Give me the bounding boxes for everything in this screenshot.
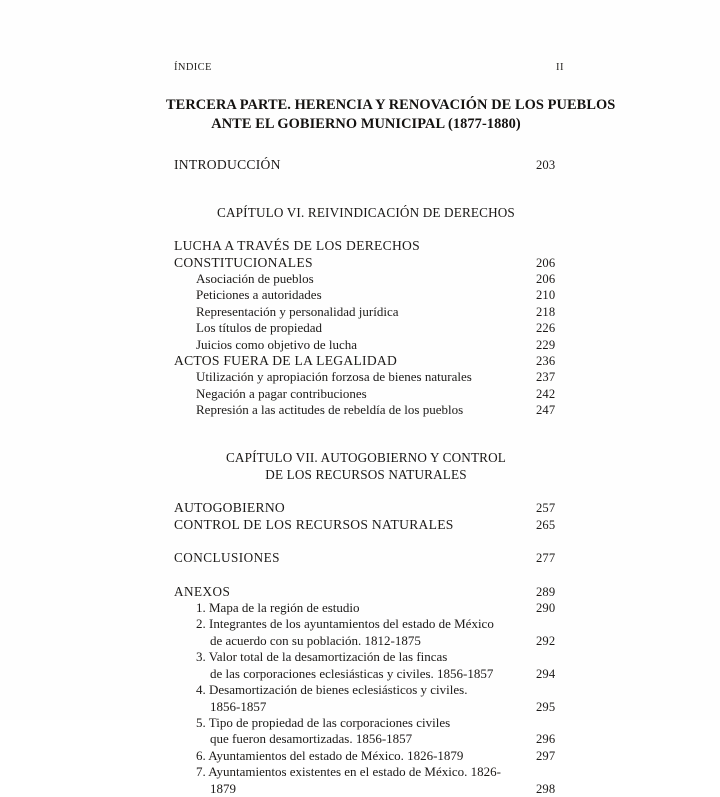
toc-entry-line-1: 5. Tipo de propiedad de las corporaciones civiles xyxy=(196,714,451,730)
toc-entry-label: ACTOS FUERA DE LA LEGALIDAD xyxy=(174,352,398,368)
toc-entry-page: 206 xyxy=(536,255,556,270)
toc-entry-page: 265 xyxy=(536,517,556,532)
toc-entry-asociacion-pueblos xyxy=(166,271,566,287)
chapter-6-title xyxy=(166,204,566,221)
toc-entry-label: Represión a las actitudes de rebeldía de los pueblos xyxy=(196,402,464,418)
toc-entry-label xyxy=(196,649,510,682)
toc-entry-page: 237 xyxy=(536,370,556,385)
toc-entry-page: 294 xyxy=(536,666,556,681)
toc-entry-label: CONCLUSIONES xyxy=(174,550,280,566)
toc-entry-actos-fuera-legalidad xyxy=(166,353,566,369)
toc-entry-label: Juicios como objetivo de lucha xyxy=(196,336,358,352)
toc-entry-page: 236 xyxy=(536,353,556,368)
chapter-7-title-line-2: DE LOS RECURSOS NATURALES xyxy=(265,467,467,483)
toc-entry-line-2: de las corporaciones eclesiásticas y civiles. 1856-1857 xyxy=(210,665,494,681)
toc-entry-page: 247 xyxy=(536,403,556,418)
toc-entry-label xyxy=(196,600,510,616)
toc-entry-line-2: que fueron desamortizadas. 1856-1857 xyxy=(210,731,413,747)
toc-entry-label: Los títulos de propiedad xyxy=(196,320,323,336)
toc-entry-label: Peticiones a autoridades xyxy=(196,287,322,303)
spacer xyxy=(166,419,566,449)
toc-entry-peticiones-autoridades xyxy=(166,287,566,303)
running-head xyxy=(166,62,566,73)
toc-entry-introduccion xyxy=(166,157,566,173)
page-folio: II xyxy=(555,62,564,73)
toc-entry-line-2: de acuerdo con su población. 1812-1875 xyxy=(210,632,421,648)
toc-entry-label: CONTROL DE LOS RECURSOS NATURALES xyxy=(174,516,454,532)
toc-entry-label: Asociación de pueblos xyxy=(196,270,314,286)
toc-entry-page: 242 xyxy=(536,386,556,401)
toc-entry-label: AUTOGOBIERNO xyxy=(174,500,286,516)
toc-entry-page: 229 xyxy=(536,337,556,352)
toc-entry-anexo-7 xyxy=(166,764,566,797)
toc-entry-label: INTRODUCCIÓN xyxy=(174,157,281,173)
toc-entry-page: 290 xyxy=(536,601,556,616)
toc-entry-label: Utilización y apropiación forzosa de bienes naturales xyxy=(196,369,472,385)
toc-entry-page: 218 xyxy=(536,304,556,319)
part-title-line-1: TERCERA PARTE. HERENCIA Y RENOVACIÓN DE LOS PUEBLOS xyxy=(166,97,616,113)
toc-entry-utilizacion-apropiacion xyxy=(166,369,566,385)
toc-entry-line-1: 2. Integrantes de los ayuntamientos del estado de México xyxy=(196,616,494,632)
toc-entry-line-1: 1. Mapa de la región de estudio xyxy=(196,600,360,616)
toc-entry-label: Negación a pagar contribuciones xyxy=(196,385,367,401)
toc-entry-line-2: 1856-1857 xyxy=(210,698,267,714)
toc-entry-label xyxy=(196,748,510,764)
toc-entry-anexos xyxy=(166,584,566,600)
toc-entry-page: 210 xyxy=(536,288,556,303)
toc-entry-page: 297 xyxy=(536,748,556,763)
toc-entry-representacion-personalidad xyxy=(166,304,566,320)
running-head-title: ÍNDICE xyxy=(174,62,212,73)
toc-entry-line-1: 7. Ayuntamientos existentes en el estado de México. 1826-1879 xyxy=(196,764,501,796)
toc-entry-label xyxy=(196,616,510,649)
spacer xyxy=(166,221,566,238)
toc-entry-label xyxy=(196,764,510,797)
toc-entry-anexo-1 xyxy=(166,600,566,616)
toc-entry-represion-rebeldia xyxy=(166,402,566,418)
toc-entry-titulos-propiedad xyxy=(166,320,566,336)
toc-entry-page: 296 xyxy=(536,732,556,747)
toc-entry-negacion-contribuciones xyxy=(166,386,566,402)
toc-entry-lucha-derechos xyxy=(166,238,566,271)
toc-entry-page: 289 xyxy=(536,584,556,599)
toc-entry-anexo-6 xyxy=(166,748,566,764)
spacer xyxy=(166,174,566,204)
toc-entry-anexo-3 xyxy=(166,649,566,682)
spacer xyxy=(166,483,566,500)
toc-entry-conclusiones xyxy=(166,550,566,566)
toc-entry-anexo-2 xyxy=(166,616,566,649)
toc-entry-page: 298 xyxy=(536,781,556,796)
chapter-7-title xyxy=(166,449,566,484)
part-title xyxy=(166,96,616,134)
toc-entry-page: 206 xyxy=(536,271,556,286)
toc-entry-label xyxy=(196,682,510,715)
toc-entry-page: 295 xyxy=(536,699,556,714)
text-block xyxy=(166,62,616,797)
spacer xyxy=(166,567,566,584)
toc-entry-page: 226 xyxy=(536,321,556,336)
toc-entry-control-recursos xyxy=(166,517,566,533)
toc-entry-page: 203 xyxy=(536,158,556,173)
toc-entry-label: ANEXOS xyxy=(174,583,231,599)
toc-entry-label: LUCHA A TRAVÉS DE LOS DERECHOS CONSTITUCIONALES xyxy=(174,238,420,270)
toc-entry-line-1: 6. Ayuntamientos del estado de México. 1826-1879 xyxy=(196,747,464,763)
spacer xyxy=(166,533,566,550)
toc-entry-label: Representación y personalidad jurídica xyxy=(196,303,399,319)
toc-entry-page: 292 xyxy=(536,633,556,648)
chapter-7-title-line-1: CAPÍTULO VII. AUTOGOBIERNO Y CONTROL xyxy=(225,449,507,465)
chapter-6-title-line-1: CAPÍTULO VI. REIVINDICACIÓN DE DERECHOS xyxy=(217,204,515,220)
toc-entry-line-1: 4. Desamortización de bienes eclesiásticos y civiles. xyxy=(196,682,468,698)
toc-entry-juicios-lucha xyxy=(166,337,566,353)
toc-entry-page: 257 xyxy=(536,501,556,516)
toc-entry-autogobierno xyxy=(166,500,566,516)
toc-entry-line-1: 3. Valor total de la desamortización de las fincas xyxy=(196,649,448,665)
toc-entry-anexo-4 xyxy=(166,682,566,715)
spacer xyxy=(166,134,566,157)
part-title-line-2: ANTE EL GOBIERNO MUNICIPAL (1877-1880) xyxy=(211,116,521,133)
toc-entry-page: 277 xyxy=(536,551,556,566)
